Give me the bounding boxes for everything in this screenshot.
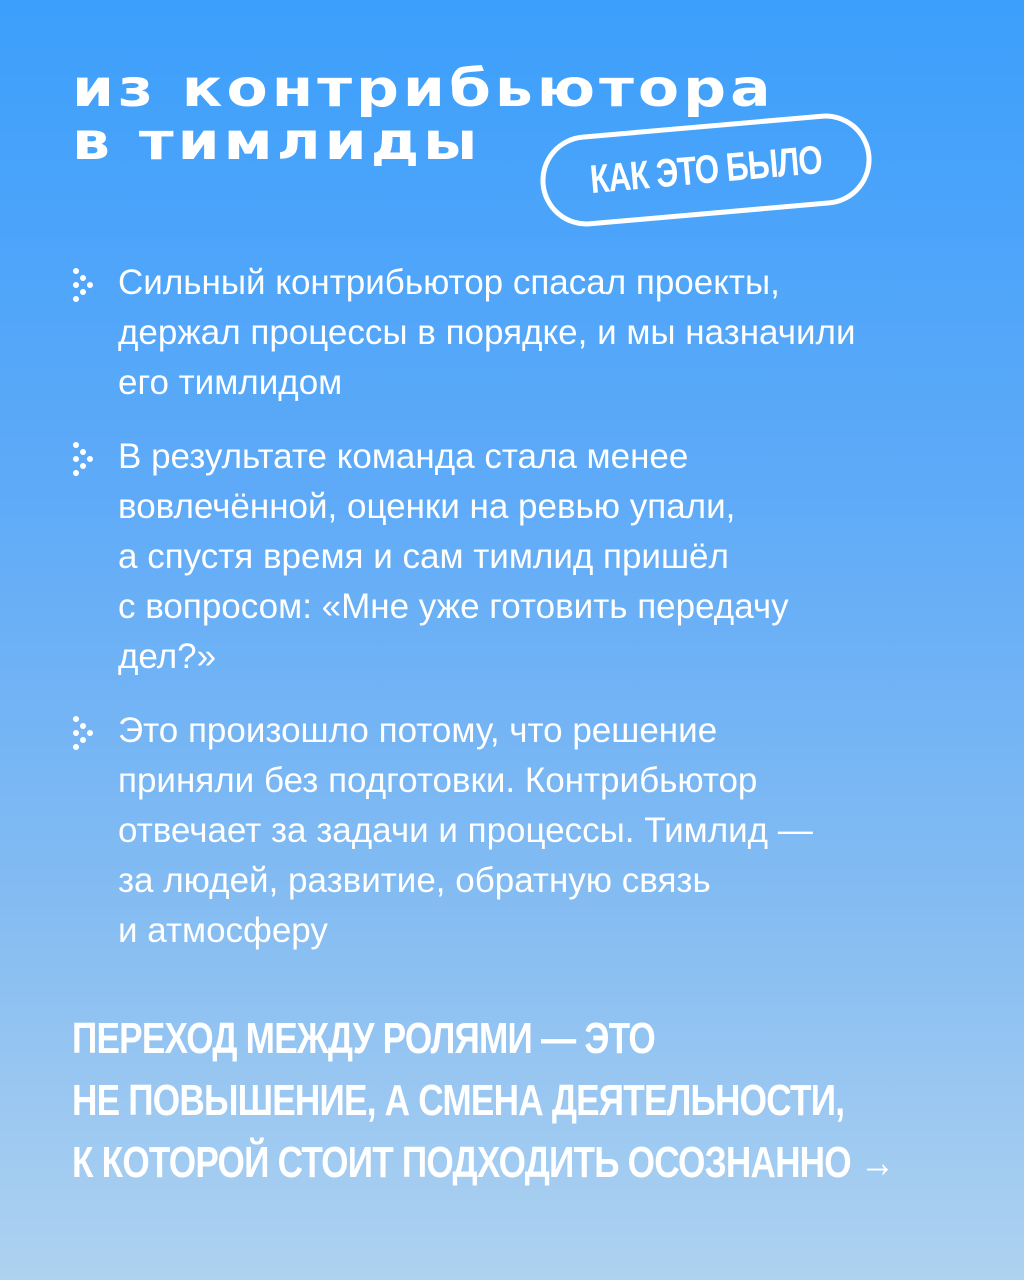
points-list [70,258,970,980]
dotted-arrow-icon [70,714,100,754]
list-item-text: Это произошло потому, что решение приняли без подготовки. Контрибьютор отвечает за задачи и процессы. Тимлид — за людей, развитие, обратную связь и атмосферу [118,711,813,950]
title-line-1: из контрибьютора [72,58,775,119]
badge-label: КАК ЭТО БЫЛО [588,137,824,202]
list-item [70,432,970,682]
list-item [70,258,970,408]
conclusion-text: ПЕРЕХОД МЕЖДУ РОЛЯМИ — ЭТО НЕ ПОВЫШЕНИЕ, А СМЕНА ДЕЯТЕЛЬНОСТИ, К КОТОРОЙ СТОИТ ПОДХОДИТЬ ОСОЗНАННО → [72,1014,895,1187]
list-item-text: Сильный контрибьютор спасал проекты, держал процессы в порядке, и мы назначили его тимлидом [118,263,856,402]
list-item-text: В результате команда стала менее вовлечённой, оценки на ревью упали, а спустя время и сам тимлид пришёл с вопросом: «Мне уже готовить передачу дел?» [118,437,789,676]
list-item [70,706,970,956]
title-line-2: в тимлиды [72,111,482,173]
dotted-arrow-icon [70,266,100,306]
dotted-arrow-icon [70,440,100,480]
